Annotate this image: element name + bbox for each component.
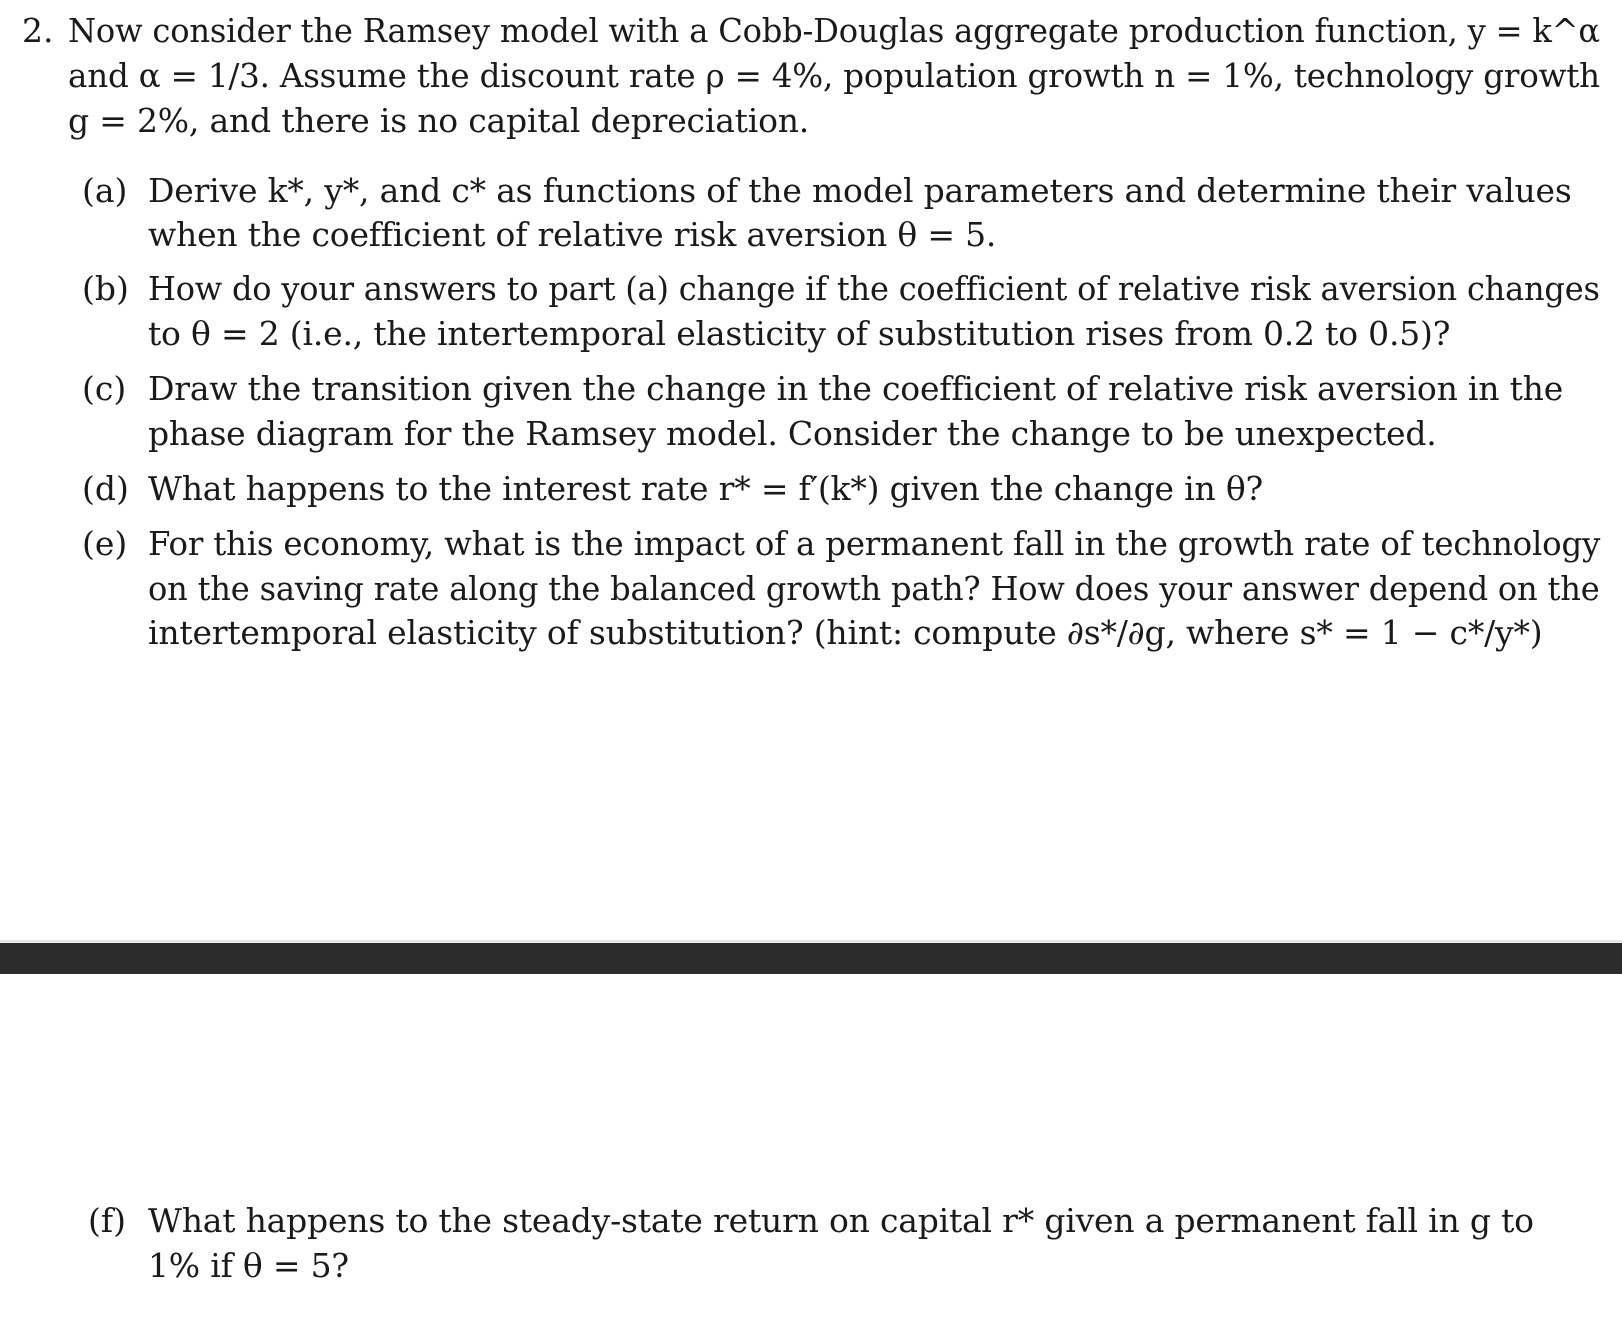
part-f-line-2: 1% if θ = 5? <box>148 1246 349 1285</box>
part-e-line-3: intertemporal elasticity of substitution? (hint: compute ∂s*/∂g, where s* = 1 − c*/y*) <box>148 613 1543 652</box>
part-f-label: (f) <box>88 1201 126 1240</box>
question-number: 2. <box>22 11 54 50</box>
part-c-line-2: phase diagram for the Ramsey model. Consider the change to be unexpected. <box>148 414 1437 453</box>
part-a-line-2: when the coefficient of relative risk aversion θ = 5. <box>148 215 997 254</box>
part-c-line-1: Draw the transition given the change in the coefficient of relative risk aversion in the <box>148 369 1564 408</box>
part-e-line-2: on the saving rate along the balanced growth path? How does your answer depend on the <box>148 569 1600 608</box>
intro-line-3: g = 2%, and there is no capital depreciation. <box>68 101 810 140</box>
intro-line-2: and α = 1/3. Assume the discount rate ρ = 4%, population growth n = 1%, technology growth <box>68 56 1600 95</box>
part-d-label: (d) <box>82 469 129 508</box>
intro-line-1: Now consider the Ramsey model with a Cobb-Douglas aggregate production function, y = k^α <box>68 11 1600 50</box>
part-b-label: (b) <box>82 269 129 308</box>
part-f-line-1: What happens to the steady-state return on capital r* given a permanent fall in g to <box>148 1201 1534 1240</box>
question-sheet-bottom <box>0 974 1622 1344</box>
part-e-line-1: For this economy, what is the impact of a permanent fall in the growth rate of technology <box>148 524 1601 563</box>
part-b-line-2: to θ = 2 (i.e., the intertemporal elasticity of substitution rises from 0.2 to 0.5)? <box>148 314 1451 353</box>
part-b-line-1: How do your answers to part (a) change if the coefficient of relative risk aversion changes <box>148 269 1600 308</box>
part-e-label: (e) <box>82 524 128 563</box>
part-c-label: (c) <box>82 369 127 408</box>
part-d-line-1: What happens to the interest rate r* = f′(k*) given the change in θ? <box>148 469 1263 508</box>
part-a-label: (a) <box>82 171 128 210</box>
page-divider-bar <box>0 940 1622 974</box>
part-a-line-1: Derive k*, y*, and c* as functions of the model parameters and determine their values <box>148 171 1572 210</box>
